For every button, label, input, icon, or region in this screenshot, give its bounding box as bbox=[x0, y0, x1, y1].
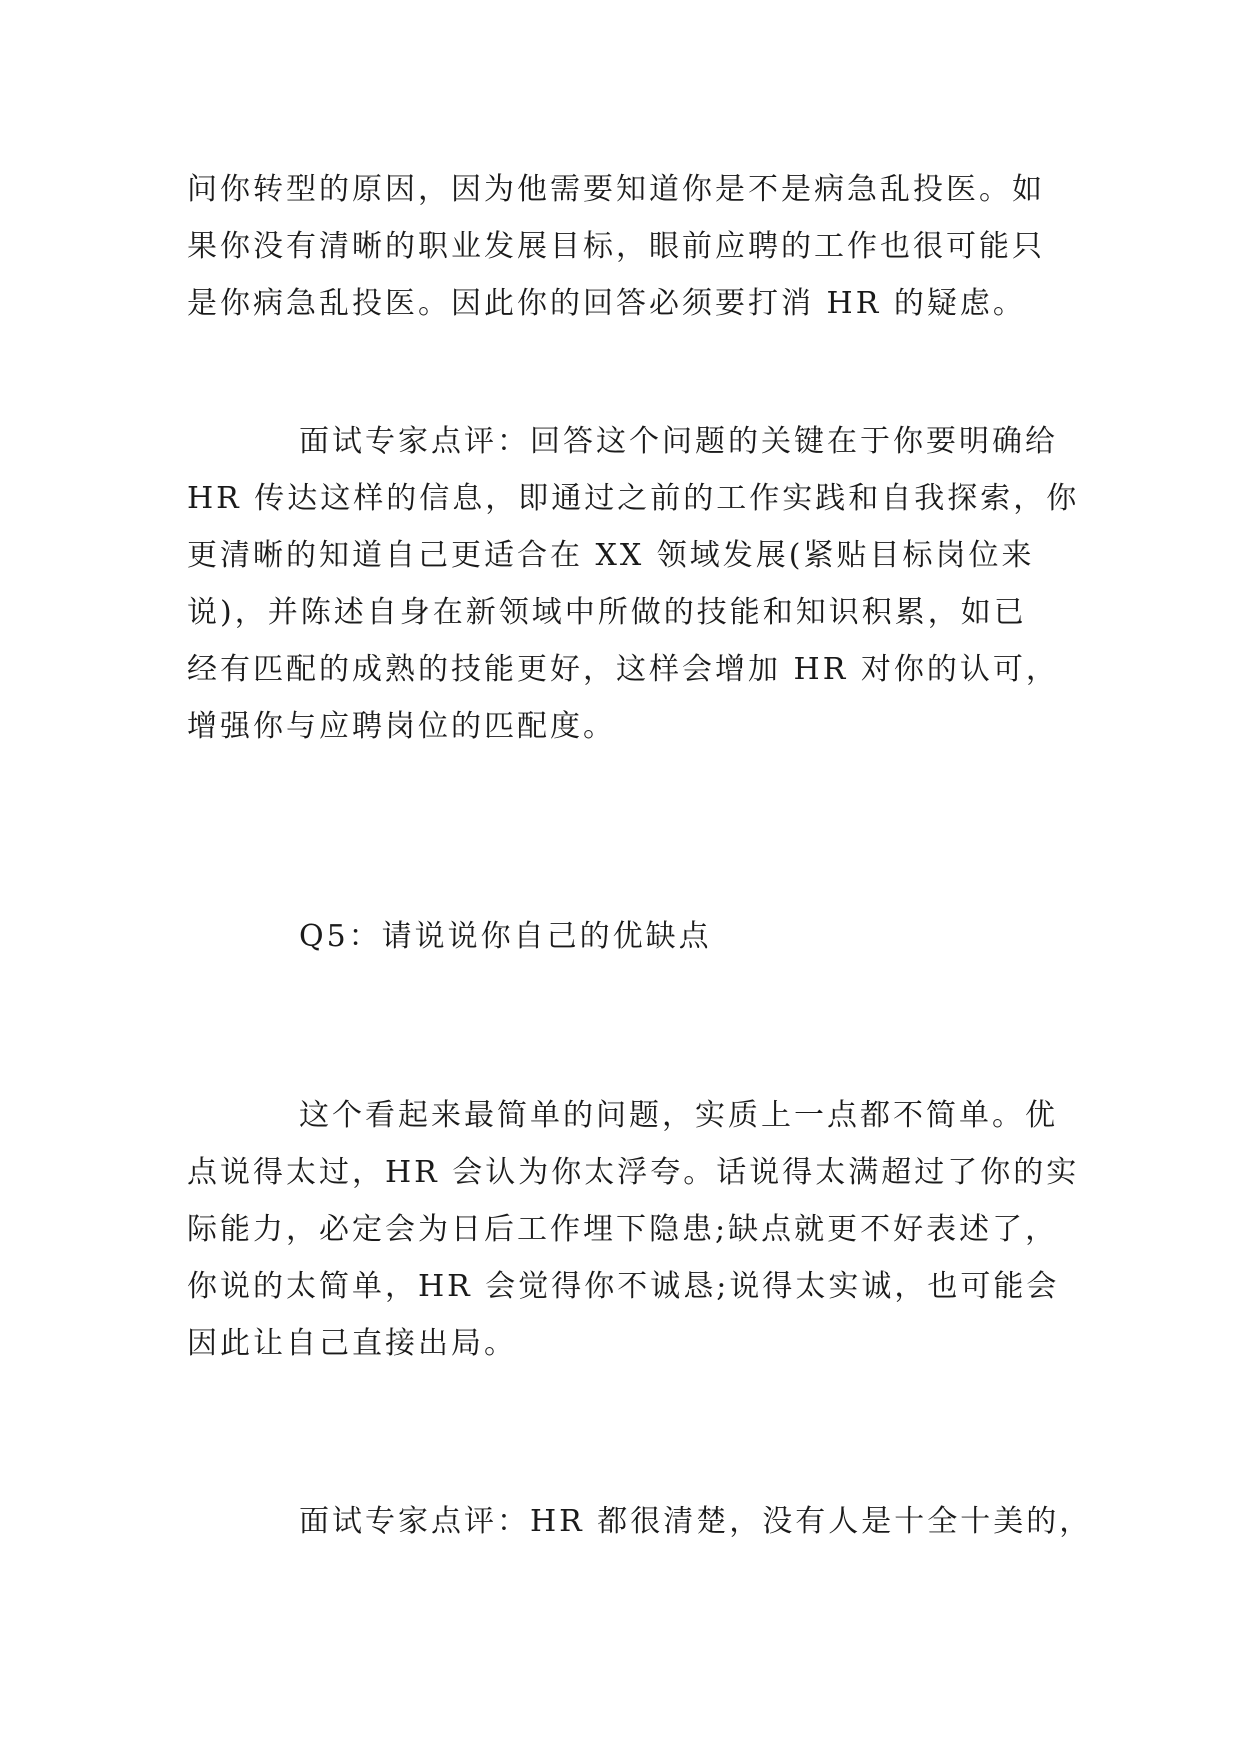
text-line: 问你转型的原因，因为他需要知道你是不是病急乱投医。如 bbox=[187, 172, 1045, 207]
text-line: 更清晰的知道自己更适合在 XX 领域发展(紧贴目标岗位来 bbox=[187, 538, 1035, 573]
text-line: 增强你与应聘岗位的匹配度。 bbox=[187, 709, 616, 744]
text-line: 是你病急乱投医。因此你的回答必须要打消 HR 的疑虑。 bbox=[187, 286, 1026, 321]
paragraph-expert-comment-1 bbox=[187, 413, 1080, 755]
text-line: 你说的太简单，HR 会觉得你不诚恳;说得太实诚，也可能会 bbox=[187, 1269, 1060, 1304]
text-line: 因此让自己直接出局。 bbox=[187, 1326, 517, 1361]
question-heading-q5 bbox=[187, 908, 1053, 965]
text-line: 这个看起来最简单的问题，实质上一点都不简单。优 bbox=[299, 1098, 1058, 1133]
paragraph-transition-reason bbox=[187, 161, 1053, 332]
text-line: 面试专家点评：HR 都很清楚，没有人是十全十美的， bbox=[299, 1504, 1093, 1539]
text-line: 经有匹配的成熟的技能更好，这样会增加 HR 对你的认可， bbox=[187, 652, 1059, 687]
text-line: 面试专家点评：回答这个问题的关键在于你要明确给 bbox=[299, 424, 1058, 459]
text-line: HR 传达这样的信息，即通过之前的工作实践和自我探索，你 bbox=[187, 481, 1080, 516]
text-line: 说)，并陈述自身在新领域中所做的技能和知识积累，如已 bbox=[187, 595, 1027, 630]
text-line: 际能力，必定会为日后工作埋下隐患;缺点就更不好表述了， bbox=[187, 1212, 1059, 1247]
paragraph-expert-comment-2 bbox=[187, 1493, 1093, 1550]
paragraph-strengths-weaknesses bbox=[187, 1087, 1080, 1372]
text-line: 点说得太过，HR 会认为你太浮夸。话说得太满超过了你的实 bbox=[187, 1155, 1080, 1190]
text-line: Q5：请说说你自己的优缺点 bbox=[299, 919, 712, 954]
text-line: 果你没有清晰的职业发展目标，眼前应聘的工作也很可能只 bbox=[187, 229, 1045, 264]
